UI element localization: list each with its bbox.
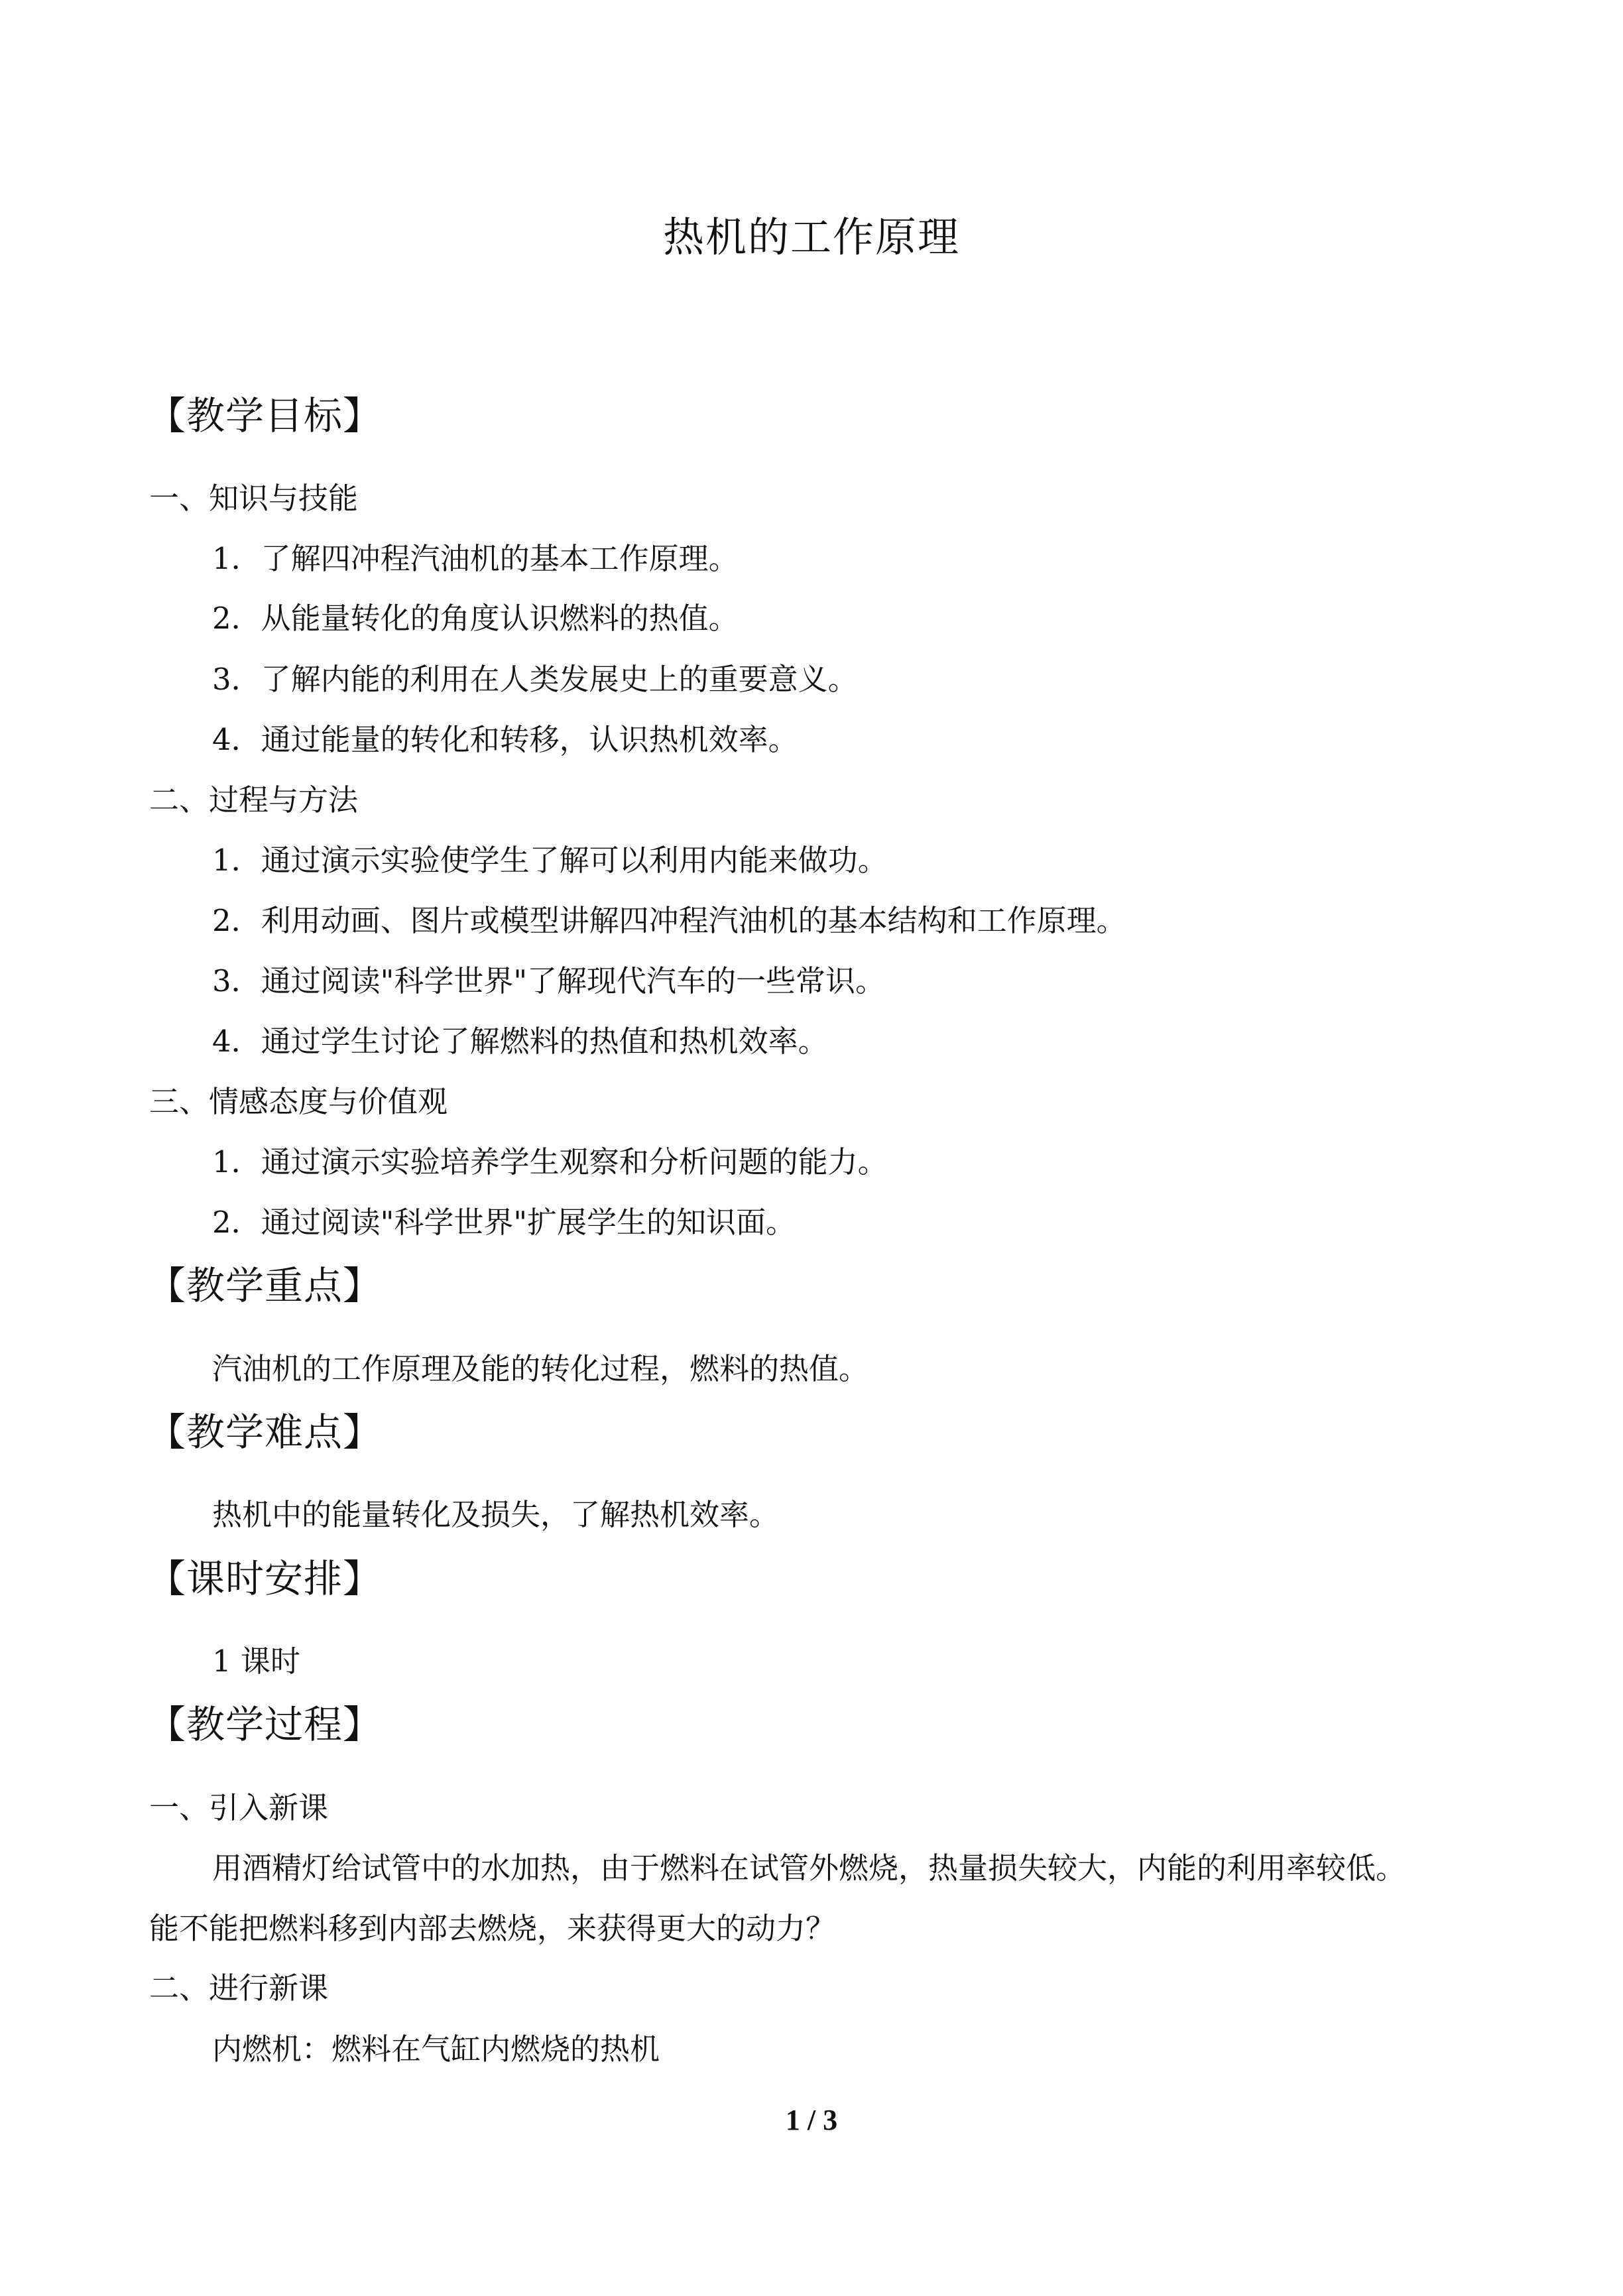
page-title: 热机的工作原理 [662,213,960,261]
list-item: 2．通过阅读"科学世界"扩展学生的知识面。 [212,1205,796,1240]
subsection-introduction: 一、引入新课 [149,1790,329,1825]
section-heading-schedule: 【课时安排】 [147,1556,383,1601]
subsection-knowledge-skills: 一、知识与技能 [149,481,359,516]
page-number: 1 / 3 [785,2104,838,2136]
key-points-text: 汽油机的工作原理及能的转化过程，燃料的热值。 [212,1351,869,1386]
subsection-attitudes-values: 三、情感态度与价值观 [149,1084,448,1119]
difficulties-text: 热机中的能量转化及损失，了解热机效率。 [212,1497,780,1532]
subsection-process-methods: 二、过程与方法 [149,782,359,817]
list-item: 2．从能量转化的角度认识燃料的热值。 [212,601,739,636]
section-heading-objectives: 【教学目标】 [147,393,383,438]
section-heading-process: 【教学过程】 [147,1702,383,1747]
list-item: 4．通过学生讨论了解燃料的热值和热机效率。 [212,1024,828,1059]
list-item: 3．通过阅读"科学世界"了解现代汽车的一些常识。 [212,963,886,998]
introduction-paragraph-line1: 用酒精灯给试管中的水加热，由于燃料在试管外燃烧，热量损失较大，内能的利用率较低。 [212,1850,1406,1886]
list-item: 1．通过演示实验培养学生观察和分析问题的能力。 [212,1144,888,1179]
list-item: 4．通过能量的转化和转移，认识热机效率。 [212,722,798,757]
section-heading-key-points: 【教学重点】 [147,1263,383,1308]
list-item: 3．了解内能的利用在人类发展史上的重要意义。 [212,662,858,697]
new-lesson-text: 内燃机：燃料在气缸内燃烧的热机 [212,2031,660,2067]
subsection-new-lesson: 二、进行新课 [149,1970,329,2006]
list-item: 1．通过演示实验使学生了解可以利用内能来做功。 [212,843,888,878]
list-item: 2．利用动画、图片或模型讲解四冲程汽油机的基本结构和工作原理。 [212,903,1126,938]
schedule-text: 1 课时 [212,1644,300,1679]
section-heading-difficulties: 【教学难点】 [147,1410,383,1455]
introduction-paragraph-line2: 能不能把燃料移到内部去燃烧，来获得更大的动力？ [149,1911,836,1946]
list-item: 1．了解四冲程汽油机的基本工作原理。 [212,541,739,576]
